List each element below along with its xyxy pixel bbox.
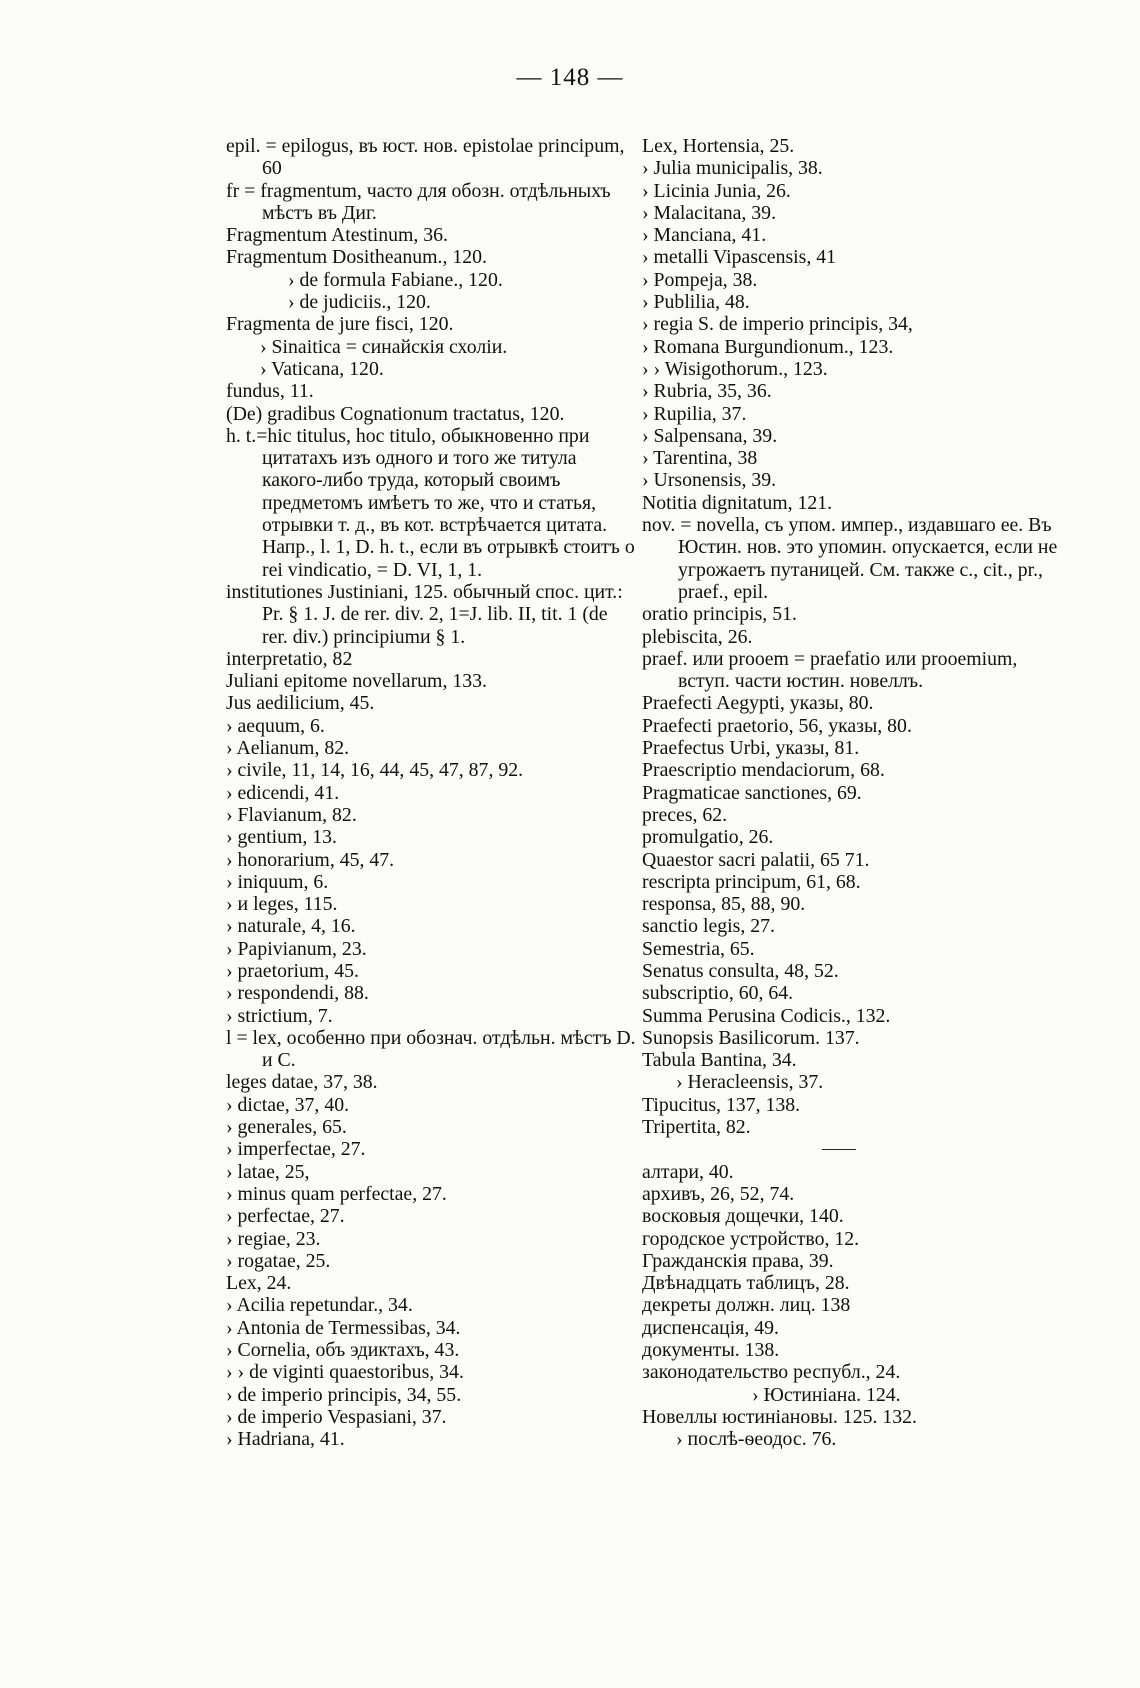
- index-entry: диспенсація, 49.: [642, 1316, 779, 1339]
- index-entry: Двѣнадцать таблицъ, 28.: [642, 1272, 850, 1295]
- index-entry: › gentium, 13.: [226, 826, 337, 849]
- index-entry: › Aelianum, 82.: [226, 737, 350, 760]
- index-entry: › Pompeja, 38.: [642, 268, 758, 291]
- index-entry: › Manciana, 41.: [642, 224, 767, 247]
- index-entry: › aequum, 6.: [226, 714, 325, 737]
- index-entry: Praefectus Urbi, указы, 81.: [642, 737, 860, 760]
- index-entry: › honorarium, 45, 47.: [226, 848, 395, 871]
- index-entry: fr = fragmentum, часто для обозн. отдѣльныхъ мѣстъ въ Диг.: [226, 179, 611, 224]
- index-entry: алтари, 40.: [642, 1160, 734, 1183]
- index-entry: Fragmentum Dositheanum., 120.: [226, 246, 487, 269]
- index-entry: › Юстиніана. 124.: [752, 1383, 901, 1406]
- index-entry: Praescriptio mendaciorum, 68.: [642, 759, 885, 782]
- index-entry: Semestria, 65.: [642, 937, 755, 960]
- index-entry: › dictae, 37, 40.: [226, 1093, 350, 1116]
- index-entry: документы. 138.: [642, 1339, 780, 1362]
- index-entry: epil. = epilogus, въ юст. нов. epistolae principum, 60: [226, 135, 625, 180]
- index-entry: › metalli Vipascensis, 41: [642, 246, 837, 269]
- index-column-right: [642, 135, 1062, 1451]
- section-separator: [642, 1138, 1062, 1160]
- index-entry: › Salpensana, 39.: [642, 424, 778, 447]
- index-entry: rescripta principum, 61, 68.: [642, 870, 861, 893]
- index-entry: interpretatio, 82: [226, 647, 353, 670]
- index-entry: › Flavianum, 82.: [226, 803, 357, 826]
- index-entry: Juliani epitome novellarum, 133.: [226, 670, 487, 693]
- index-entry: l = lex, особенно при обознач. отдѣльн. мѣстъ D. и C.: [226, 1026, 636, 1072]
- index-entry: h. t.=hic titulus, hoc titulo, обыкновенно при цитатахъ изъ одного и того же титула какого-либо труда, который своимъ предметомъ имѣетъ то же, что и статья, отрывки т. д., въ кот. встрѣчается цитата. Напр., l. 1, D. h. t., если въ отрывкѣ стоитъ o rei vindicatio, = D. VI, 1, 1.: [226, 424, 635, 581]
- index-entry: › › de viginti quaestoribus, 34.: [226, 1361, 464, 1384]
- index-entry: Summa Perusina Codicis., 132.: [642, 1004, 891, 1027]
- index-entry: › praetorium, 45.: [226, 959, 359, 982]
- index-entry: › Heracleensis, 37.: [676, 1071, 824, 1094]
- index-entry: › Vaticana, 120.: [260, 357, 384, 380]
- index-entry: plebiscita, 26.: [642, 625, 753, 648]
- index-entry: › Tarentina, 38: [642, 447, 758, 470]
- index-entry: Fragmentum Atestinum, 36.: [226, 224, 448, 247]
- index-column-left: [226, 135, 636, 1451]
- index-entry: законодательство республ., 24.: [642, 1361, 901, 1384]
- index-entry: promulgatio, 26.: [642, 826, 774, 849]
- index-entry: › de imperio Vespasiani, 37.: [226, 1405, 447, 1428]
- index-entry: oratio principis, 51.: [642, 603, 797, 626]
- index-entry: nov. = novella, съ упом. импер., издавшаго ее. Въ Юстин. нов. это упомин. опускается, если не угрожаетъ путаницей. См. также с., cit., pr., praef., epil.: [642, 514, 1058, 603]
- index-entry: › Julia municipalis, 38.: [642, 157, 823, 180]
- index-entry: › iniquum, 6.: [226, 870, 329, 893]
- index-entry: › Hadriana, 41.: [226, 1428, 345, 1451]
- index-entry: Новеллы юстиніановы. 125. 132.: [642, 1405, 917, 1428]
- index-entry: Pragmaticae sanctiones, 69.: [642, 781, 862, 804]
- index-entry: декреты должн. лиц. 138: [642, 1294, 851, 1317]
- index-entry: › perfectae, 27.: [226, 1205, 345, 1228]
- index-entry: Praefecti Aegypti, указы, 80.: [642, 692, 874, 715]
- index-entry: › regia S. de imperio principis, 34,: [642, 313, 913, 336]
- index-entry: responsa, 85, 88, 90.: [642, 893, 806, 916]
- index-entry: › edicendi, 41.: [226, 781, 340, 804]
- index-entry: praef. или prooem = praefatio или prooemium, вступ. части юстин. новеллъ.: [642, 647, 1018, 693]
- index-entry: › de formula Fabiane., 120.: [288, 268, 503, 291]
- index-entry: Tipucitus, 137, 138.: [642, 1093, 801, 1116]
- index-entry: subscriptio, 60, 64.: [642, 982, 794, 1005]
- index-entry: Sunopsis Basilicorum. 137.: [642, 1026, 860, 1049]
- index-entry: leges datae, 37, 38.: [226, 1071, 378, 1094]
- index-entry: › Papivianum, 23.: [226, 937, 367, 960]
- index-entry: восковыя дощечки, 140.: [642, 1205, 844, 1228]
- index-entry: › Antonia de Termessibas, 34.: [226, 1316, 461, 1339]
- index-entry: › Sinaitica = синайскія схоліи.: [260, 335, 508, 358]
- index-entry: › Romana Burgundionum., 123.: [642, 335, 894, 358]
- index-entry: › imperfectae, 27.: [226, 1138, 366, 1161]
- index-entry: › de imperio principis, 34, 55.: [226, 1383, 462, 1406]
- index-entry: Fragmenta de jure fisci, 120.: [226, 313, 454, 336]
- index-entry: Tabula Bantina, 34.: [642, 1049, 797, 1072]
- index-entry: › de judiciis., 120.: [288, 291, 431, 314]
- page-number: — 148 —: [516, 64, 624, 91]
- index-entry: › послѣ-ѳеодос. 76.: [676, 1428, 837, 1451]
- index-entry: › generales, 65.: [226, 1116, 347, 1139]
- index-entry: Гражданскія права, 39.: [642, 1249, 834, 1272]
- index-entry: › regiae, 23.: [226, 1227, 321, 1250]
- index-entry: › Rupilia, 37.: [642, 402, 747, 425]
- index-entry: Jus aedilicium, 45.: [226, 692, 375, 715]
- index-entry: › Licinia Junia, 26.: [642, 179, 791, 202]
- index-entry: preces, 62.: [642, 803, 728, 826]
- index-entry: Praefecti praetorio, 56, указы, 80.: [642, 714, 912, 737]
- index-entry: › Malacitana, 39.: [642, 201, 777, 224]
- index-entry: sanctio legis, 27.: [642, 915, 775, 938]
- index-entry: › strictium, 7.: [226, 1004, 333, 1027]
- index-entry: (De) gradibus Cognationum tractatus, 120.: [226, 402, 565, 425]
- index-entry: Quaestor sacri palatii, 65 71.: [642, 848, 870, 871]
- index-entry: городское устройство, 12.: [642, 1227, 860, 1250]
- index-entry: › Publilia, 48.: [642, 291, 750, 314]
- index-entry: › Rubria, 35, 36.: [642, 380, 772, 403]
- index-entry: › Ursonensis, 39.: [642, 469, 777, 492]
- separator-line: [822, 1149, 856, 1150]
- index-entry: Lex, 24.: [226, 1272, 292, 1295]
- index-entry: архивъ, 26, 52, 74.: [642, 1182, 795, 1205]
- index-entry: › latae, 25,: [226, 1160, 310, 1183]
- index-entry: › minus quam perfectae, 27.: [226, 1182, 447, 1205]
- index-entry: › Cornelia, объ эдиктахъ, 43.: [226, 1339, 460, 1362]
- index-entry: fundus, 11.: [226, 380, 314, 403]
- index-entry: Senatus consulta, 48, 52.: [642, 959, 839, 982]
- index-entry: Notitia dignitatum, 121.: [642, 491, 833, 514]
- index-entry: › › Wisigothorum., 123.: [642, 357, 828, 380]
- index-entry: Lex, Hortensia, 25.: [642, 135, 795, 157]
- index-entry: › Acilia repetundar., 34.: [226, 1294, 413, 1317]
- index-entry: › civile, 11, 14, 16, 44, 45, 47, 87, 92.: [226, 759, 524, 782]
- index-entry: › rogatae, 25.: [226, 1249, 331, 1272]
- index-entry: institutiones Justiniani, 125. обычный спос. цит.: Pr. § 1. J. de rer. div. 2, 1=J. lib. II, tit. 1 (de rer. div.) principiumи § 1.: [226, 580, 623, 648]
- index-entry: › и leges, 115.: [226, 893, 338, 916]
- index-entry: Tripertita, 82.: [642, 1116, 751, 1139]
- index-entry: › naturale, 4, 16.: [226, 915, 356, 938]
- index-entry: › respondendi, 88.: [226, 982, 369, 1005]
